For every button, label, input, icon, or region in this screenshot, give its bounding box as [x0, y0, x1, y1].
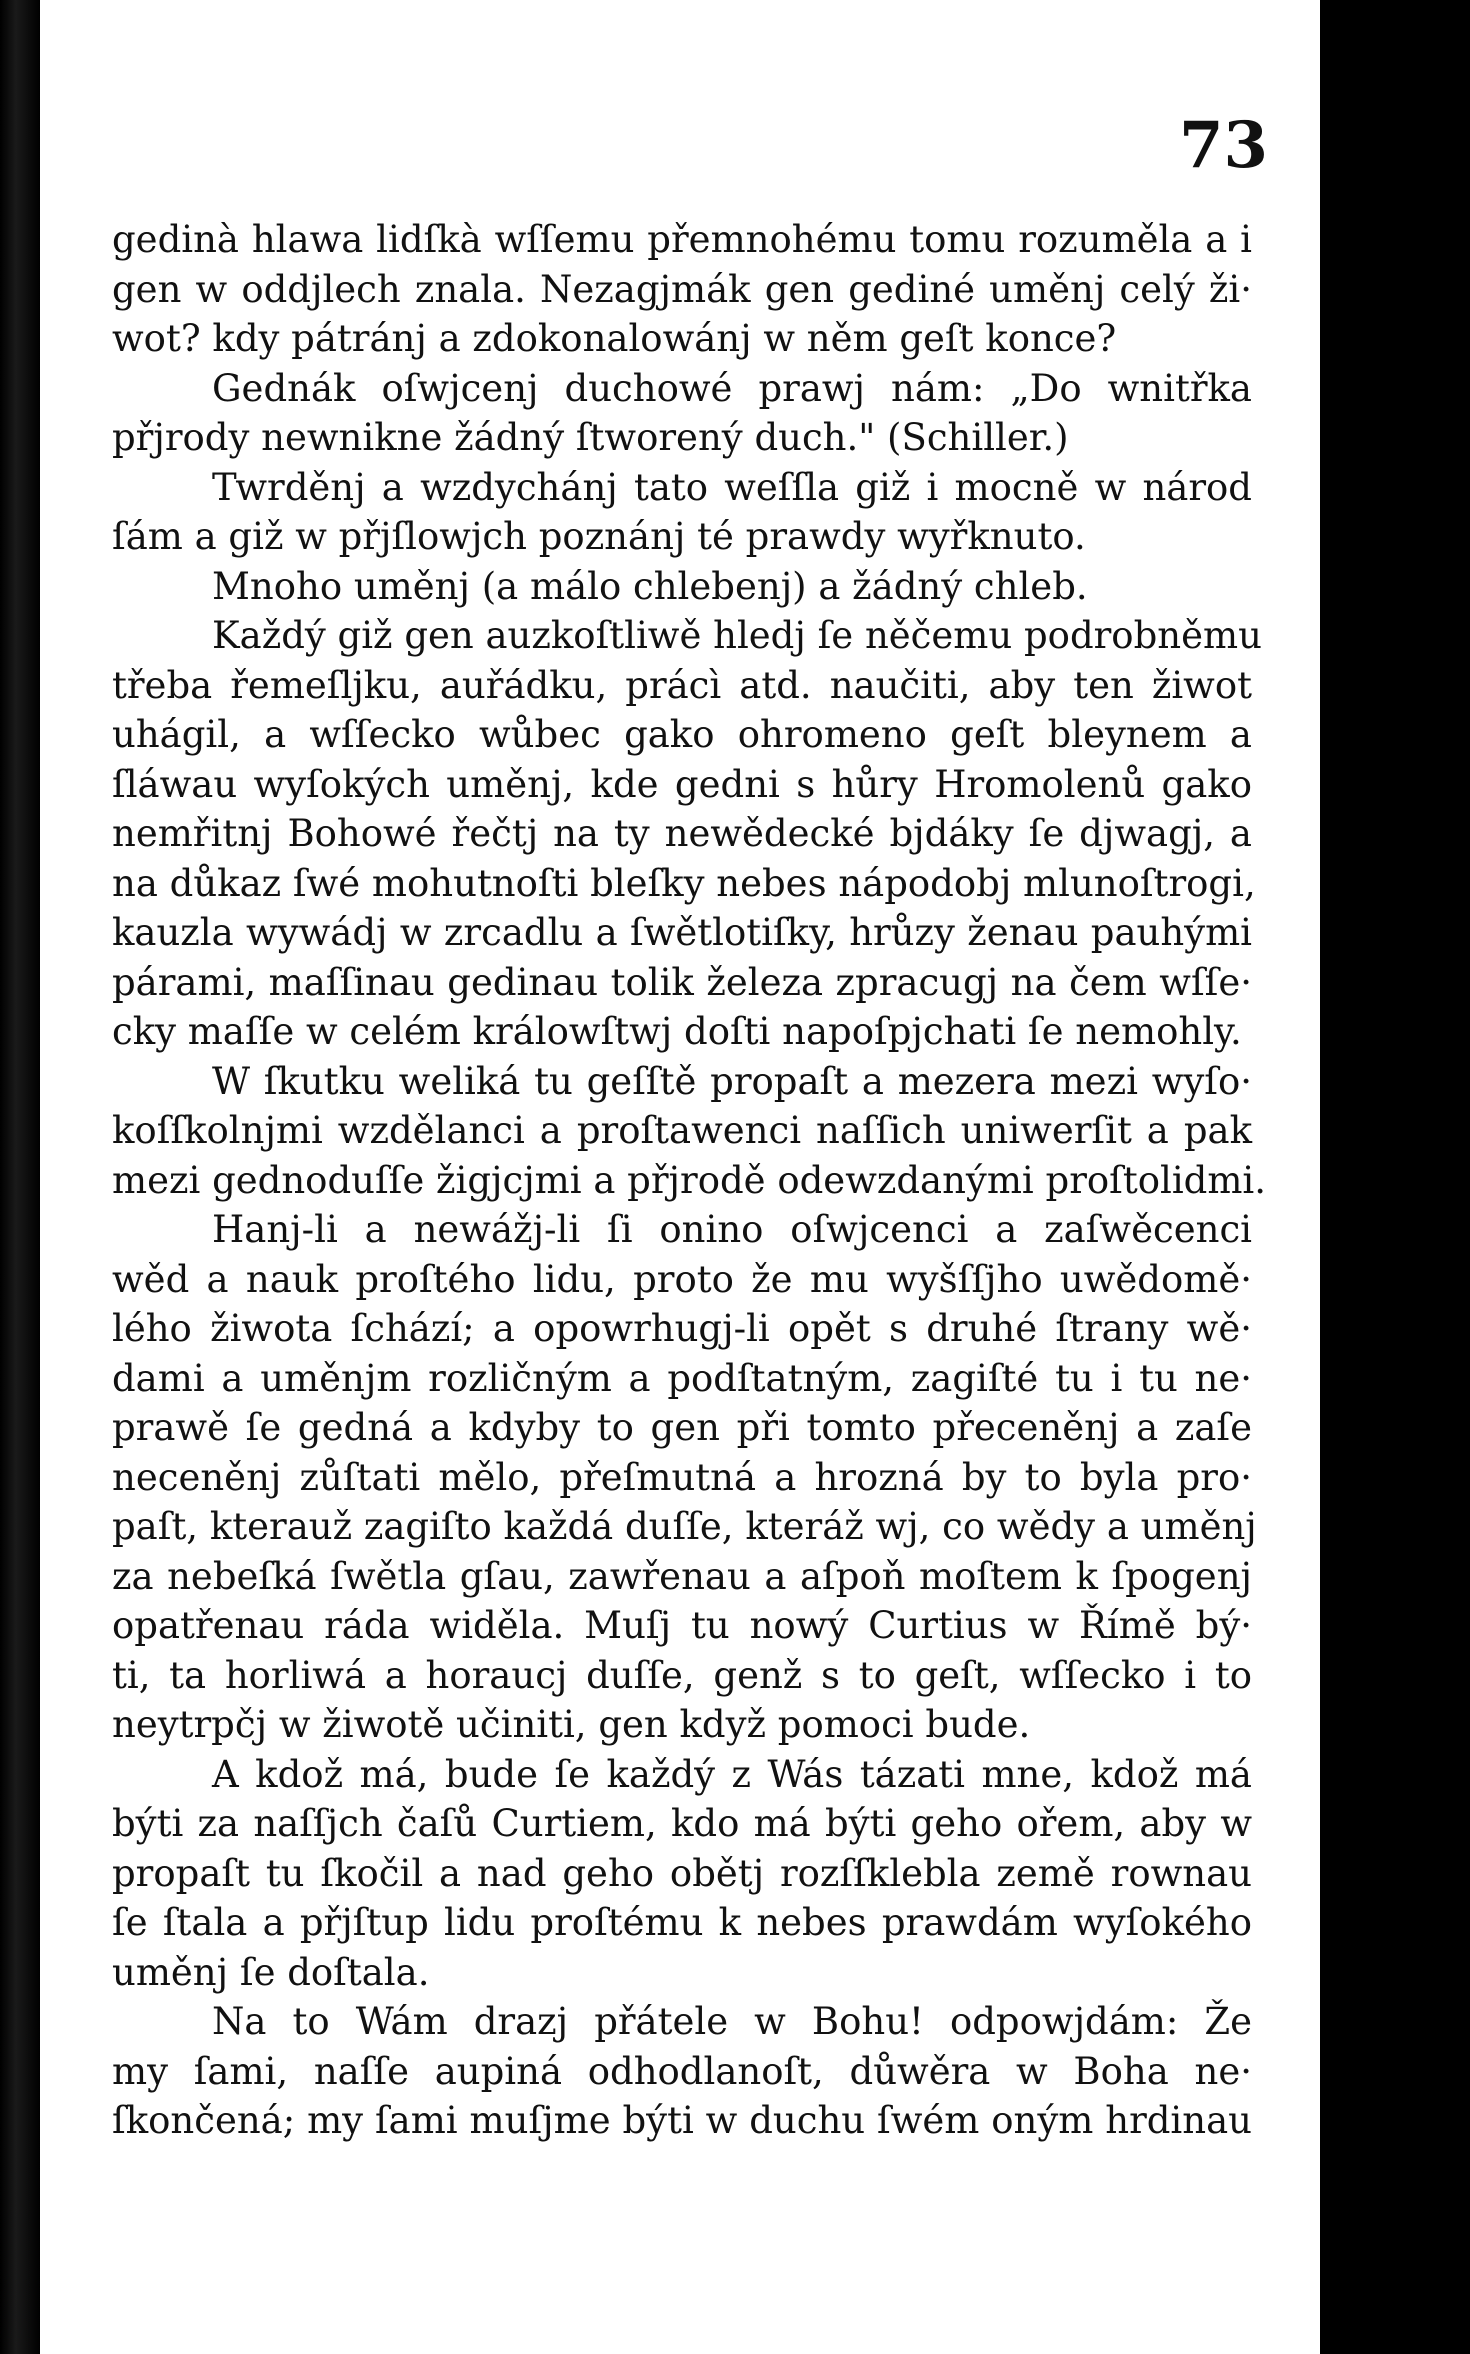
text-line: propaſt tu ſkočil a nad geho obětj rozſſklebla země rownau [112, 1851, 1252, 1895]
text-line: kauzla wywádj w zrcadlu a ſwětlotiſky, hrůzy ženau pauhými [112, 911, 1252, 954]
text-line: ti, ta horliwá a horaucj duſſe, genž s to geſt, wſſecko i to [112, 1653, 1252, 1697]
text-line: uměnj ſe doſtala. [112, 1950, 430, 1994]
text-line: opatřenau ráda widěla. Muſj tu nowý Curtius w Římě bý· [112, 1604, 1252, 1647]
text-line: paſt, kterauž zagiſto každá duſſe, kteráž wj, co wědy a uměnj [112, 1505, 1257, 1548]
text-line: uhágil, a wſſecko wůbec gako ohromeno geſt bleynem a [112, 713, 1252, 756]
text-line: ſláwau wyſokých uměnj, kde gedni s hůry Hromolenů gako [112, 762, 1252, 806]
page-number: 73 [1178, 108, 1268, 183]
text-line: Twrděnj a wzdychánj tato weſſla giž i mocně w národ [212, 465, 1252, 509]
text-line: za nebeſká ſwětla gſau, zawřenau a aſpoň moſtem k ſpogenj [112, 1554, 1252, 1598]
text-line: ſám a giž w přjſlowjch poznánj té prawdy wyřknuto. [112, 515, 1086, 558]
text-line: dami a uměnjm rozličným a podſtatným, zagiſté tu i tu ne· [112, 1356, 1252, 1400]
text-line: my ſami, naſſe aupiná odhodlanoſt, důwěra w Boha ne· [112, 2049, 1252, 2093]
text-line: Na to Wám drazj přátele w Bohu! odpowjdám: Že [212, 2000, 1252, 2043]
text-line: wěd a nauk proſtého lidu, proto že mu wyšſſjho uwědomě· [112, 1257, 1252, 1301]
text-line: nemřitnj Bohowé řečtj na ty newědecké bjdáky ſe djwagj, a [112, 812, 1252, 855]
text-line: neceněnj zůſtati mělo, přeſmutná a hrozná by to byla pro· [112, 1455, 1252, 1499]
text-line: ſkončená; my ſami muſjme býti w duchu ſwém oným hrdinau [112, 2099, 1252, 2142]
text-line: koſſkolnjmi wzdělanci a proſtawenci naſſich uniwerſit a pak [112, 1109, 1252, 1152]
text-line: gedinà hlawa lidſkà wſſemu přemnohému tomu rozuměla a i [112, 218, 1252, 261]
text-line: býti za naſſjch čaſů Curtiem, kdo má býti geho ořem, aby w [112, 1802, 1252, 1845]
text-line: Mnoho uměnj (a málo chlebenj) a žádný chleb. [212, 564, 1088, 608]
text-line: W ſkutku weliká tu geſſtě propaſt a mezera mezi wyſo· [212, 1059, 1252, 1103]
scan-left-edge [0, 0, 40, 2354]
text-line: Každý giž gen auzkoſtliwě hledj ſe něčemu podrobněmu [212, 614, 1262, 657]
text-line: A kdož má, bude ſe každý z Wás tázati mne, kdož má [212, 1752, 1252, 1796]
text-line: třeba řemeſljku, auřádku, prácì atd. naučiti, aby ten žiwot [112, 663, 1252, 707]
text-line: gen w oddjlech znala. Nezagjmák gen gediné uměnj celý ži· [112, 267, 1252, 311]
text-line: neytrpčj w žiwotě učiniti, gen když pomoci bude. [112, 1703, 1031, 1746]
scan-right-edge [1320, 0, 1470, 2354]
text-line: wot? kdy pátránj a zdokonalowánj w něm geſt konce? [112, 317, 1117, 360]
text-line: Hanj-li a newážj-li ſi onino oſwjcenci a zaſwěcenci [212, 1208, 1252, 1251]
body-text [112, 215, 1267, 2146]
text-line: na důkaz ſwé mohutnoſti bleſky nebes nápodobj mlunoſtrogi, [112, 861, 1256, 905]
text-line: lého žiwota ſchází; a opowrhugj-li opět s druhé ſtrany wě· [112, 1307, 1252, 1350]
text-line: cky maſſe w celém králowſtwj doſti napoſpjchati ſe nemohly. [112, 1010, 1242, 1053]
text-line: párami, maſſinau gedinau tolik železa zpracugj na čem wſſe· [112, 960, 1252, 1004]
text-line: přjrody newnikne žádný ſtworený duch." (Schiller.) [112, 416, 1069, 459]
book-page [40, 0, 1320, 2354]
text-line: Gednák oſwjcenj duchowé prawj nám: „Do wnitřka [212, 366, 1252, 410]
text-line: mezi gednoduſſe žigjcjmi a přjrodě odewzdanými proſtolidmi. [112, 1158, 1267, 1202]
text-line: ſe ſtala a přjſtup lidu proſtému k nebes prawdám wyſokého [112, 1901, 1252, 1944]
text-line: prawě ſe gedná a kdyby to gen při tomto přeceněnj a zaſe [112, 1406, 1252, 1449]
